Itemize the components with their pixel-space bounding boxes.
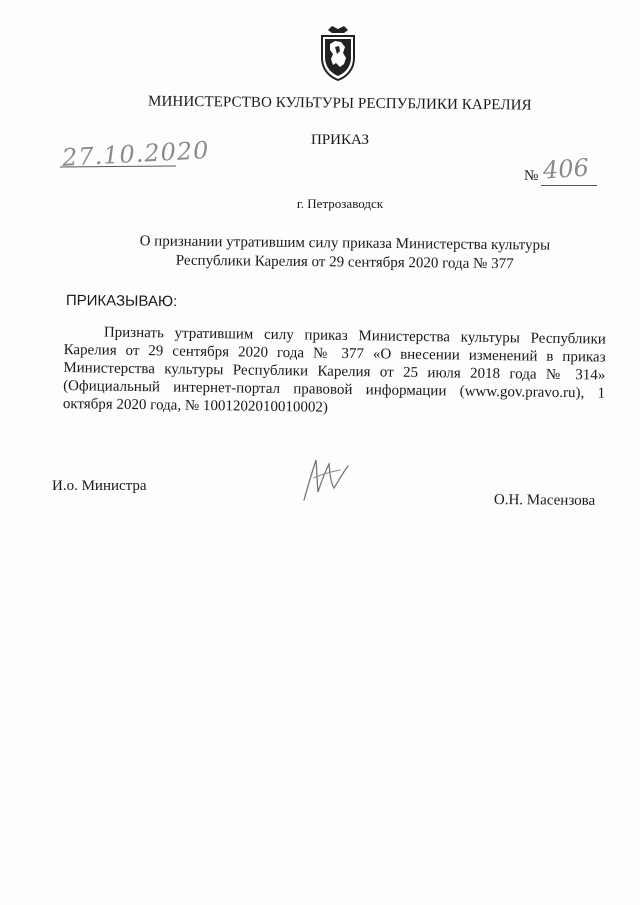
document-type: ПРИКАЗ (311, 132, 369, 148)
number-underline (541, 185, 597, 186)
signer-name: О.Н. Масензова (493, 492, 596, 509)
number-sign: № (524, 168, 539, 184)
decree-body: Признать утратившим силу приказ Министерства культуры Республики Карелия от 29 сентября 2020 года № 377 «О внесении изменений в приказ Министерства культуры Республики Карелия от 25 июля 2018 года № 314» (Официальный интернет-портал правовой информации (www.gov.pravo.ru), 1 октября 2020 года, № 1001202010010002) (62, 324, 606, 416)
handwritten-date: 27.10.2020 (61, 136, 211, 172)
handwritten-signature-icon (296, 452, 356, 504)
decree-word: ПРИКАЗЫВАЮ: (65, 292, 178, 311)
handwritten-number: 406 (542, 153, 590, 185)
place-of-issue: г. Петрозаводск (296, 196, 384, 211)
signer-position: И.о. Министра (52, 478, 147, 494)
document-subject: О признании утратившим силу приказа Министерства культуры Республики Карелия от 29 сентября 2020 года № 377 (139, 233, 551, 273)
karelia-coat-of-arms-icon (318, 24, 358, 82)
ministry-name: МИНИСТЕРСТВО КУЛЬТУРЫ РЕСПУБЛИКИ КАРЕЛИЯ (147, 93, 532, 114)
